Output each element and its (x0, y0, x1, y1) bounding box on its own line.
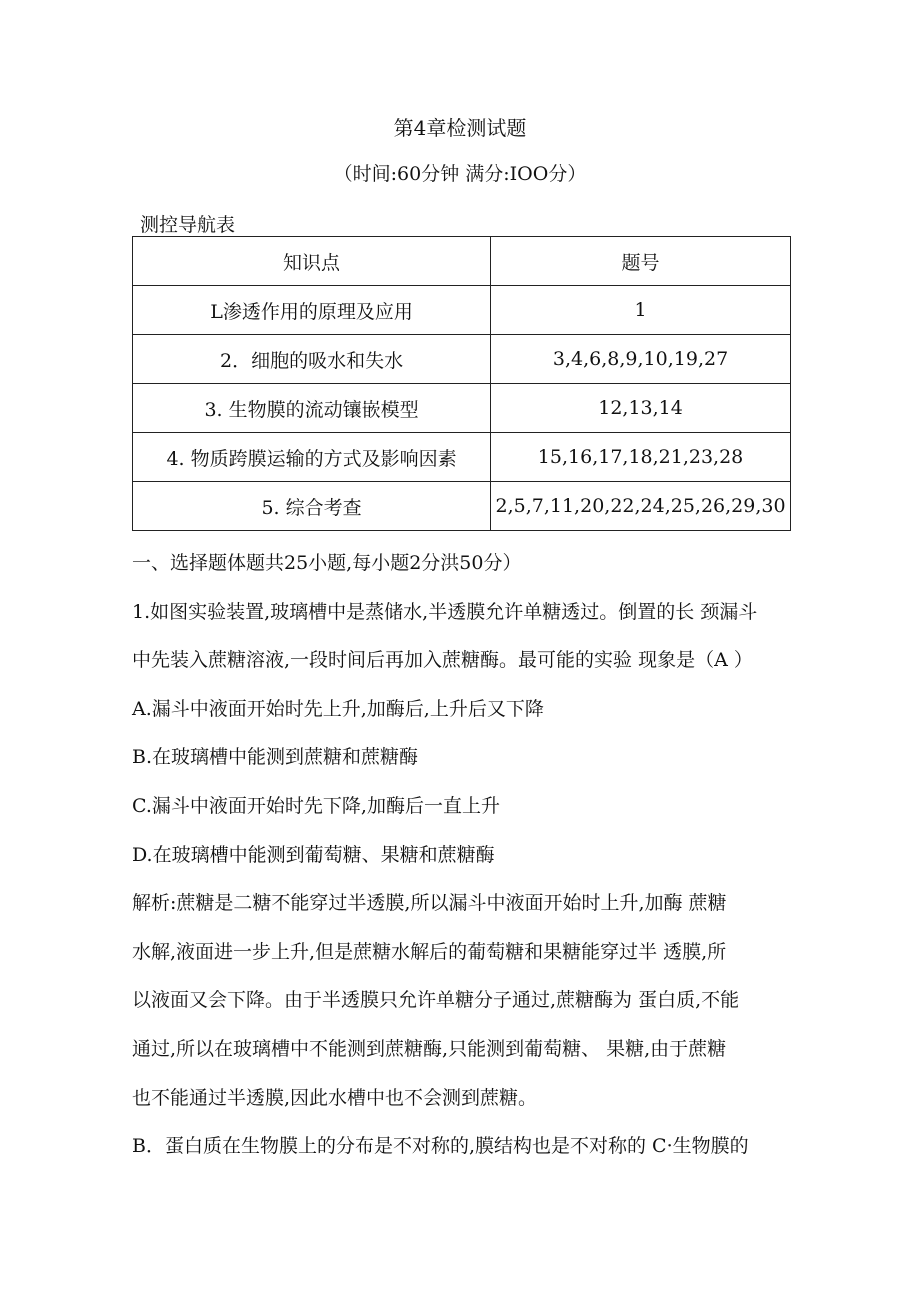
topic-cell: 2．细胞的吸水和失水 (133, 335, 491, 384)
table-row (133, 482, 791, 531)
questions-cell: 2,5,7,11,20,22,24,25,26,29,30 (491, 482, 791, 531)
table-caption: 测控导航表 (140, 214, 236, 236)
explanation-line: 以液面又会下降。由于半透膜只允许单糖分子通过,蔗糖酶为 蛋白质,不能 (132, 989, 740, 1012)
questions-cell: 12,13,14 (491, 384, 791, 433)
question-stem-line: 中先装入蔗糖溶液,一段时间后再加入蔗糖酶。最可能的实验 现象是（A ） (132, 649, 753, 672)
explanation-line: 也不能通过半透膜,因此水槽中也不会测到蔗糖。 (132, 1086, 538, 1109)
navigation-table (132, 236, 791, 531)
question-body (132, 545, 812, 1177)
explanation-line: 通过,所以在玻璃槽中不能测到蔗糖酶,只能测到葡萄糖、 果糖,由于蔗糖 (132, 1037, 727, 1060)
question-stem-line: 1.如图实验装置,玻璃槽中是蒸储水,半透膜允许单糖透过。倒置的长 颈漏斗 (132, 600, 758, 623)
explanation-line: 水解,液面进一步上升,但是蔗糖水解后的葡萄糖和果糖能穿过半 透膜,所 (132, 940, 727, 963)
questions-cell: 3,4,6,8,9,10,19,27 (491, 335, 791, 384)
header-topic: 知识点 (133, 237, 491, 286)
table-row (133, 384, 791, 433)
exam-info: （时间:60分钟 满分:IOO分） (333, 163, 587, 185)
topic-cell: 5. 综合考查 (133, 482, 491, 531)
header-questions: 题号 (491, 237, 791, 286)
section-heading: 一、选择题体题共25小题,每小题2分洪50分） (132, 552, 522, 574)
table-row (133, 286, 791, 335)
table-row (133, 335, 791, 384)
page-title: 第4章检测试题 (393, 116, 527, 140)
questions-cell: 15,16,17,18,21,23,28 (491, 433, 791, 482)
topic-cell: 3. 生物膜的流动镶嵌模型 (133, 384, 491, 433)
option-c: C.漏斗中液面开始时先下降,加酶后一直上升 (132, 794, 500, 817)
explanation-line: 解析:蔗糖是二糖不能穿过半透膜,所以漏斗中液面开始时上升,加酶 蔗糖 (132, 892, 727, 915)
topic-cell: 4. 物质跨膜运输的方式及影响因素 (133, 433, 491, 482)
table-row (133, 433, 791, 482)
questions-cell: 1 (491, 286, 791, 335)
topic-cell: L渗透作用的原理及应用 (133, 286, 491, 335)
option-b: B.在玻璃槽中能测到蔗糖和蔗糖酶 (132, 746, 419, 769)
table-header-row (133, 237, 791, 286)
option-a: A.漏斗中液面开始时先上升,加酶后,上升后又下降 (132, 697, 544, 720)
question-stem-line: B．蛋白质在生物膜上的分布是不对称的,膜结构也是不对称的 C·生物膜的 (132, 1135, 749, 1158)
option-d: D.在玻璃槽中能测到葡萄糖、果糖和蔗糖酶 (132, 843, 495, 866)
